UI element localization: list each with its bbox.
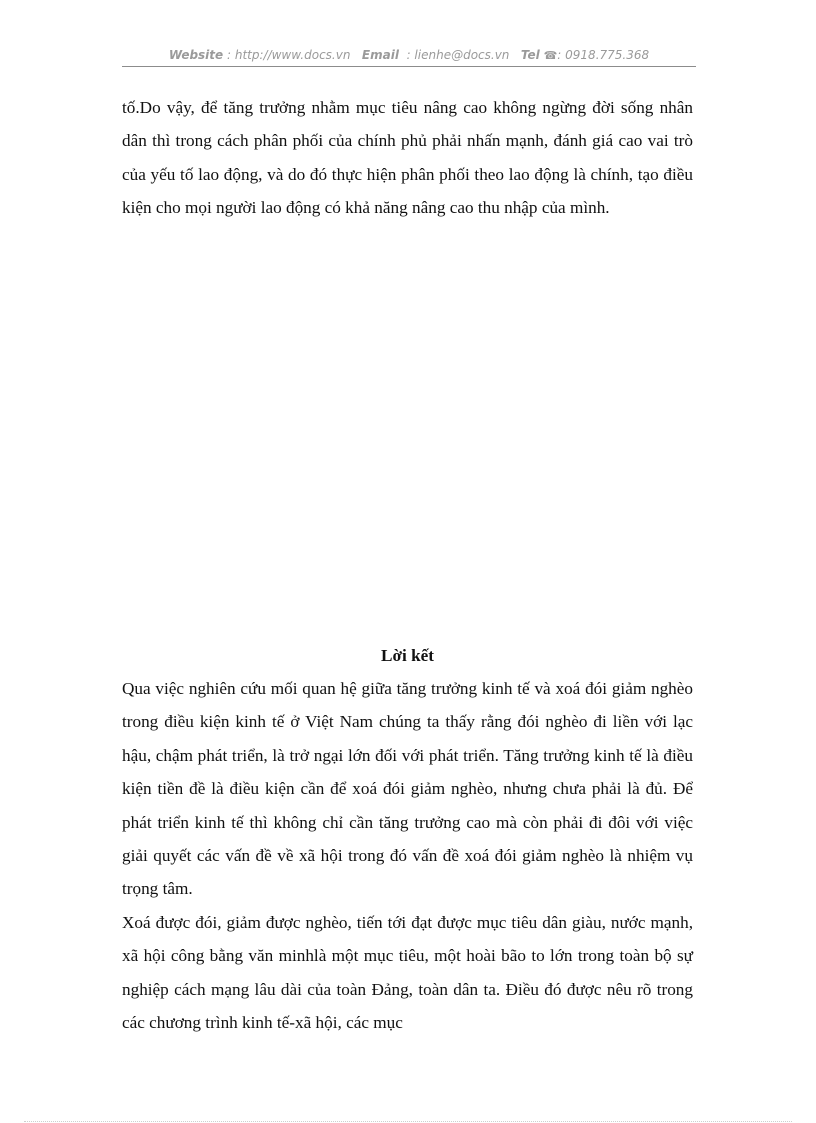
intro-paragraph: tố.Do vậy, để tăng trưởng nhằm mục tiêu nâng cao không ngừng đời sống nhân dân thì trong cách phân phối của chính phủ phải nhấn mạnh, đánh giá cao vai trò của yếu tố lao động, và do đó thực hiện phân phối theo lao động là chính, tạo điều kiện cho mọi người lao động có khả năng nâng cao thu nhập của mình.	[122, 98, 693, 218]
page-header	[122, 46, 696, 67]
email-label: Email	[361, 48, 399, 62]
conclusion-paragraph-2: Xoá được đói, giảm được nghèo, tiến tới đạt được mục tiêu dân giàu, nước mạnh, xã hội công bằng văn minhlà một mục tiêu, một hoài bão to lớn trong toàn bộ sự nghiệp cách mạng lâu dài của toàn Đảng, toàn dân ta. Điều đó được nêu rõ trong các chương trình kinh tế-xã hội, các mục	[122, 913, 693, 1033]
telephone-icon: ☎	[543, 49, 558, 62]
tel-value: : 0918.775.368	[557, 48, 650, 62]
tel-label: Tel	[520, 48, 540, 62]
conclusion-heading: Lời kết	[381, 646, 434, 665]
page-bottom-divider	[24, 1121, 792, 1122]
website-value: : http://www.docs.vn	[227, 48, 351, 62]
conclusion-paragraph-1: Qua việc nghiên cứu mối quan hệ giữa tăng trưởng kinh tế và xoá đói giảm nghèo trong điều kiện kinh tế ở Việt Nam chúng ta thấy rằng đói nghèo đi liền với lạc hậu, chậm phát triển, là trở ngại lớn đối với phát triển. Tăng trưởng kinh tế là điều kiện tiền đề là điều kiện cần để xoá đói giảm nghèo, nhưng chưa phải là đủ. Để phát triển kinh tế thì không chỉ cần tăng trưởng cao mà còn phải đi đôi với việc giải quyết các vấn đề về xã hội trong đó vấn đề xoá đói giảm nghèo là nhiệm vụ trọng tâm.	[122, 679, 693, 899]
email-value: : lienhe@docs.vn	[406, 48, 510, 62]
website-label: Website	[168, 48, 224, 62]
